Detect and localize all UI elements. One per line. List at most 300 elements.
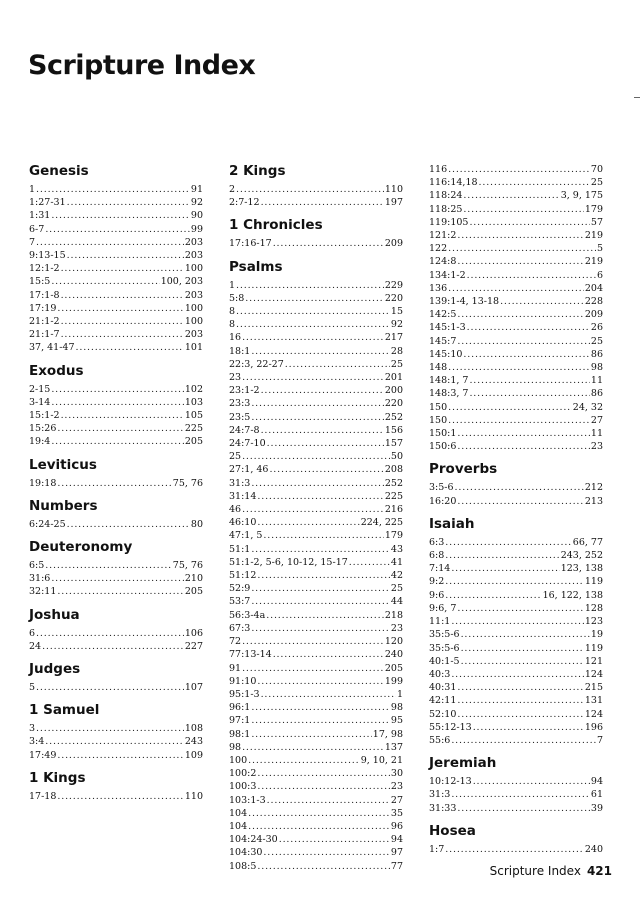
verse-reference: 31:33	[429, 802, 457, 814]
book-section	[29, 363, 203, 449]
page-reference: 196	[584, 721, 603, 733]
index-entry	[229, 556, 403, 569]
page-reference: 25	[590, 177, 603, 189]
dot-leader	[251, 345, 390, 358]
index-entry	[229, 688, 403, 701]
verse-reference: 77:13-14	[229, 649, 272, 661]
index-entry	[229, 701, 403, 714]
book-heading: Isaiah	[429, 515, 475, 532]
verse-reference: 104	[229, 820, 248, 832]
verse-reference: 17:1-8	[29, 289, 60, 301]
index-entry	[29, 396, 203, 409]
index-entry	[229, 820, 403, 833]
dot-leader	[251, 701, 390, 714]
page-reference: 204	[584, 282, 603, 294]
index-entry	[229, 437, 403, 450]
page-reference: 124	[584, 668, 603, 680]
verse-reference: 19:18	[29, 477, 57, 489]
page-reference: 23	[390, 781, 403, 793]
dot-leader	[51, 435, 184, 448]
verse-reference: 35:5-6	[429, 629, 460, 641]
index-entry	[229, 662, 403, 675]
book-section	[29, 163, 203, 355]
index-entry	[429, 176, 603, 189]
index-entry	[429, 655, 603, 668]
index-entry	[429, 668, 603, 681]
page-reference: 205	[184, 586, 203, 598]
verse-reference: 23:3	[229, 398, 251, 410]
verse-reference: 7	[29, 236, 36, 248]
verse-reference: 27:1, 46	[229, 464, 269, 476]
index-entry	[29, 328, 203, 341]
page-reference: 27	[590, 414, 603, 426]
page-reference: 92	[190, 197, 203, 209]
index-entry	[429, 242, 603, 255]
page-reference: 203	[184, 236, 203, 248]
book-heading: Deuteronomy	[29, 539, 133, 556]
dot-leader	[242, 635, 384, 648]
verse-reference: 16	[229, 332, 242, 344]
page-reference: 11	[590, 375, 603, 387]
verse-reference: 42:11	[429, 695, 457, 707]
page-reference: 25	[390, 583, 403, 595]
book-section	[29, 457, 203, 490]
dot-leader	[457, 681, 583, 694]
dot-leader	[61, 315, 184, 328]
dot-leader	[45, 223, 190, 236]
dot-leader	[457, 335, 590, 348]
index-entry	[29, 681, 203, 694]
dot-leader	[242, 371, 384, 384]
verse-reference: 24:7-10	[229, 438, 266, 450]
index-entry	[29, 559, 203, 572]
book-heading: Judges	[29, 661, 81, 678]
dot-leader	[57, 749, 183, 762]
verse-reference: 23:5	[229, 411, 251, 423]
page-reference: 75, 76	[172, 477, 203, 489]
dot-leader	[267, 794, 390, 807]
verse-reference: 100:2	[229, 768, 257, 780]
dot-leader	[279, 833, 390, 846]
page-reference: 199	[384, 675, 403, 687]
index-entry	[229, 318, 403, 331]
verse-reference: 15:1-2	[29, 410, 60, 422]
footer-label: Scripture Index	[489, 864, 581, 878]
index-entry	[29, 477, 203, 490]
verse-reference: 22:3, 22-27	[229, 358, 284, 370]
verse-reference: 116	[429, 164, 448, 175]
page-reference: 57	[590, 216, 603, 228]
page-reference: 243	[184, 736, 203, 748]
page-reference: 30	[390, 768, 403, 780]
index-entry	[229, 305, 403, 318]
dot-leader	[467, 321, 590, 334]
book-heading: 1 Kings	[29, 769, 86, 786]
dot-leader	[479, 176, 590, 189]
page-reference: 229	[384, 279, 403, 291]
page-reference: 24, 32	[572, 401, 603, 413]
dot-leader	[461, 642, 584, 655]
dot-leader	[273, 237, 384, 250]
page-reference: 101	[184, 342, 203, 354]
index-entry	[429, 843, 603, 856]
page-reference: 96	[390, 820, 403, 832]
book-heading: Proverbs	[429, 461, 498, 478]
page-reference: 23	[390, 622, 403, 634]
dot-leader	[248, 754, 360, 767]
page-reference: 5	[596, 243, 603, 255]
index-entry	[229, 860, 403, 873]
index-entry	[229, 833, 403, 846]
index-entry	[229, 196, 403, 209]
dot-leader	[263, 846, 389, 859]
index-entry	[229, 609, 403, 622]
dot-leader	[445, 575, 584, 588]
dot-leader	[67, 196, 190, 209]
dot-leader	[448, 414, 590, 427]
page-reference: 1	[396, 688, 403, 700]
dot-leader	[251, 595, 390, 608]
book-heading: 2 Kings	[229, 163, 286, 179]
book-heading: Hosea	[429, 822, 476, 839]
dot-leader	[242, 331, 384, 344]
verse-reference: 122	[429, 243, 448, 255]
verse-reference: 134:1-2	[429, 269, 466, 281]
dot-leader	[451, 788, 590, 801]
index-entry	[429, 694, 603, 707]
dot-leader	[448, 163, 590, 176]
dot-leader	[269, 463, 383, 476]
index-entry	[229, 237, 403, 250]
verse-reference: 6:5	[29, 560, 45, 572]
dot-leader	[463, 348, 589, 361]
index-entry	[429, 308, 603, 321]
page-reference: 86	[590, 388, 603, 400]
verse-reference: 51:12	[229, 570, 257, 582]
index-entry	[229, 529, 403, 542]
index-entry	[229, 543, 403, 556]
dot-leader	[451, 562, 559, 575]
verse-reference: 17:19	[29, 302, 57, 314]
verse-reference: 37, 41-47	[29, 342, 75, 354]
page-reference: 203	[184, 329, 203, 341]
dot-leader	[457, 255, 583, 268]
dot-leader	[285, 358, 390, 371]
page-reference: 103	[184, 396, 203, 408]
book-section	[29, 498, 203, 531]
index-entry	[229, 582, 403, 595]
verse-reference: 5	[29, 682, 36, 694]
page-reference: 209	[384, 238, 403, 250]
verse-reference: 98:1	[229, 728, 251, 740]
index-entry	[429, 348, 603, 361]
verse-reference: 32:11	[29, 586, 57, 598]
page-reference: 25	[590, 335, 603, 347]
index-entry	[29, 790, 203, 803]
verse-reference: 9:13-15	[29, 250, 66, 262]
page-reference: 19	[590, 629, 603, 641]
page-reference: 208	[384, 464, 403, 476]
page-reference: 225	[384, 490, 403, 502]
index-column-3	[429, 163, 603, 864]
dot-leader	[445, 549, 559, 562]
verse-reference: 91	[229, 662, 242, 674]
page-reference: 66, 77	[572, 536, 603, 548]
page-reference: 94	[590, 776, 603, 788]
page-reference: 215	[584, 682, 603, 694]
page-reference: 107	[184, 682, 203, 694]
book-section	[429, 755, 603, 815]
page-reference: 44	[390, 596, 403, 608]
page-reference: 26	[590, 322, 603, 334]
index-entry	[229, 846, 403, 859]
dot-leader	[445, 843, 584, 856]
index-entry	[29, 383, 203, 396]
verse-reference: 23	[229, 372, 242, 384]
page-title: Scripture Index	[28, 50, 256, 81]
index-entry	[229, 397, 403, 410]
verse-reference: 150	[429, 401, 448, 413]
index-entry	[229, 767, 403, 780]
verse-reference: 2	[229, 184, 236, 195]
index-entry	[229, 569, 403, 582]
index-entry	[429, 321, 603, 334]
page-reference: 110	[384, 184, 403, 195]
verse-reference: 1:31	[29, 210, 51, 222]
index-entry	[29, 572, 203, 585]
index-entry	[29, 722, 203, 735]
index-entry	[429, 708, 603, 721]
verse-reference: 51:1-2, 5-6, 10-12, 15-17	[229, 556, 348, 568]
book-heading: Numbers	[29, 497, 98, 514]
page-reference: 3, 9, 175	[560, 190, 603, 202]
book-heading: 1 Samuel	[29, 702, 100, 719]
page-reference: 203	[184, 289, 203, 301]
book-heading: Leviticus	[29, 456, 97, 473]
verse-reference: 9:6	[429, 589, 445, 601]
page-reference: 219	[584, 256, 603, 268]
page-reference: 252	[384, 477, 403, 489]
verse-reference: 55:12-13	[429, 721, 472, 733]
dot-leader	[457, 440, 590, 453]
dot-leader	[242, 662, 384, 675]
page-reference: 16, 122, 138	[542, 589, 603, 601]
index-column-1	[29, 163, 203, 811]
verse-reference: 21:1-7	[29, 329, 60, 341]
index-entry	[229, 358, 403, 371]
index-entry	[29, 262, 203, 275]
verse-reference: 1	[29, 184, 36, 195]
verse-reference: 6	[29, 627, 36, 639]
book-heading: Joshua	[29, 606, 80, 623]
dot-leader	[457, 229, 583, 242]
dot-leader	[448, 401, 572, 414]
index-entry	[429, 495, 603, 508]
verse-reference: 148	[429, 362, 448, 374]
verse-reference: 100:3	[229, 781, 257, 793]
index-entry	[29, 223, 203, 236]
dot-leader	[67, 249, 184, 262]
index-entry	[429, 589, 603, 602]
page-number: 421	[586, 864, 612, 878]
book-section	[229, 217, 403, 250]
page-reference: 94	[390, 834, 403, 846]
index-entry	[29, 289, 203, 302]
verse-reference: 7:14	[429, 563, 451, 575]
index-entry	[429, 255, 603, 268]
index-entry	[429, 427, 603, 440]
dot-leader	[51, 275, 159, 288]
verse-reference: 24:7-8	[229, 424, 260, 436]
page-reference: 23	[590, 441, 603, 453]
dot-leader	[57, 790, 183, 803]
verse-reference: 11:1	[429, 616, 451, 628]
verse-reference: 150	[429, 414, 448, 426]
dot-leader	[51, 396, 184, 409]
index-entry	[229, 384, 403, 397]
verse-reference: 47:1, 5	[229, 530, 263, 542]
index-entry	[429, 642, 603, 655]
page-reference: 203	[184, 250, 203, 262]
index-entry	[429, 788, 603, 801]
dot-leader	[257, 780, 390, 793]
index-entry	[29, 341, 203, 354]
index-entry	[29, 518, 203, 531]
verse-reference: 91:10	[229, 675, 257, 687]
verse-reference: 142:5	[429, 309, 457, 321]
dot-leader	[45, 735, 184, 748]
page-reference: 137	[384, 741, 403, 753]
index-entry	[29, 183, 203, 196]
dot-leader	[457, 802, 590, 815]
page-reference: 102	[184, 383, 203, 395]
verse-reference: 1	[229, 279, 236, 291]
page-reference: 205	[384, 662, 403, 674]
index-entry	[229, 648, 403, 661]
dot-leader	[242, 503, 384, 516]
verse-reference: 95:1-3	[229, 688, 260, 700]
index-entry	[229, 714, 403, 727]
dot-leader	[455, 481, 584, 494]
index-entry	[229, 450, 403, 463]
page-reference: 43	[390, 543, 403, 555]
page-reference: 120	[384, 636, 403, 648]
verse-reference: 12:1-2	[29, 263, 60, 275]
book-section	[229, 259, 403, 873]
verse-reference: 40:31	[429, 682, 457, 694]
index-entry	[429, 628, 603, 641]
index-entry	[29, 409, 203, 422]
page-reference: 39	[590, 802, 603, 814]
page-reference: 106	[184, 627, 203, 639]
verse-reference: 53:7	[229, 596, 251, 608]
verse-reference: 145:10	[429, 348, 463, 360]
index-entry	[429, 721, 603, 734]
verse-reference: 104	[229, 807, 248, 819]
verse-reference: 145:7	[429, 335, 457, 347]
verse-reference: 148:3, 7	[429, 388, 469, 400]
verse-reference: 9:2	[429, 576, 445, 588]
index-entry	[229, 807, 403, 820]
index-entry	[429, 282, 603, 295]
page-reference: 123, 138	[560, 563, 603, 575]
dot-leader	[242, 450, 390, 463]
verse-reference: 8	[229, 306, 236, 318]
dot-leader	[36, 183, 190, 196]
verse-reference: 51:1	[229, 543, 251, 555]
verse-reference: 31:6	[29, 573, 51, 585]
dot-leader	[36, 236, 184, 249]
dot-leader	[451, 734, 596, 747]
page-reference: 35	[390, 807, 403, 819]
verse-reference: 150:6	[429, 441, 457, 453]
verse-reference: 67:3	[229, 622, 251, 634]
index-entry	[229, 754, 403, 767]
dot-leader	[457, 602, 583, 615]
book-heading: Genesis	[29, 163, 89, 179]
book-section	[429, 823, 603, 856]
index-entry	[429, 681, 603, 694]
verse-reference: 23:1-2	[229, 385, 260, 397]
dot-leader	[463, 203, 583, 216]
dot-leader	[236, 318, 390, 331]
page-reference: 50	[390, 451, 403, 463]
index-entry	[429, 189, 603, 202]
page-reference: 121	[584, 655, 603, 667]
dot-leader	[457, 427, 590, 440]
verse-reference: 52:9	[229, 583, 251, 595]
book-section	[429, 516, 603, 747]
dot-leader	[76, 341, 184, 354]
index-entry	[229, 622, 403, 635]
index-entry	[229, 345, 403, 358]
page-reference: 41	[390, 556, 403, 568]
page-reference: 77	[390, 860, 403, 872]
dot-leader	[251, 714, 390, 727]
dot-leader	[57, 477, 171, 490]
verse-reference: 15:5	[29, 276, 51, 288]
index-entry	[229, 794, 403, 807]
index-entry	[29, 735, 203, 748]
index-entry	[229, 780, 403, 793]
page-reference: 128	[584, 602, 603, 614]
verse-reference: 31:14	[229, 490, 257, 502]
index-entry	[229, 635, 403, 648]
page-reference: 6	[596, 269, 603, 281]
dot-leader	[457, 708, 583, 721]
dot-leader	[500, 295, 584, 308]
dot-leader	[257, 516, 359, 529]
dot-leader	[57, 302, 183, 315]
page-reference: 15	[390, 306, 403, 318]
verse-reference: 108:5	[229, 860, 257, 872]
verse-reference: 104:24-30	[229, 834, 278, 846]
index-entry	[429, 440, 603, 453]
index-entry	[229, 183, 403, 196]
page-reference: 9, 10, 21	[360, 754, 403, 766]
index-entry	[429, 295, 603, 308]
dot-leader	[251, 543, 390, 556]
verse-reference: 104:30	[229, 847, 263, 859]
index-entry	[29, 585, 203, 598]
page-reference: 100	[184, 302, 203, 314]
dot-leader	[349, 556, 390, 569]
verse-reference: 52:10	[429, 708, 457, 720]
verse-reference: 55:6	[429, 734, 451, 746]
dot-leader	[251, 477, 384, 490]
verse-reference: 96:1	[229, 702, 251, 714]
verse-reference: 40:3	[429, 668, 451, 680]
